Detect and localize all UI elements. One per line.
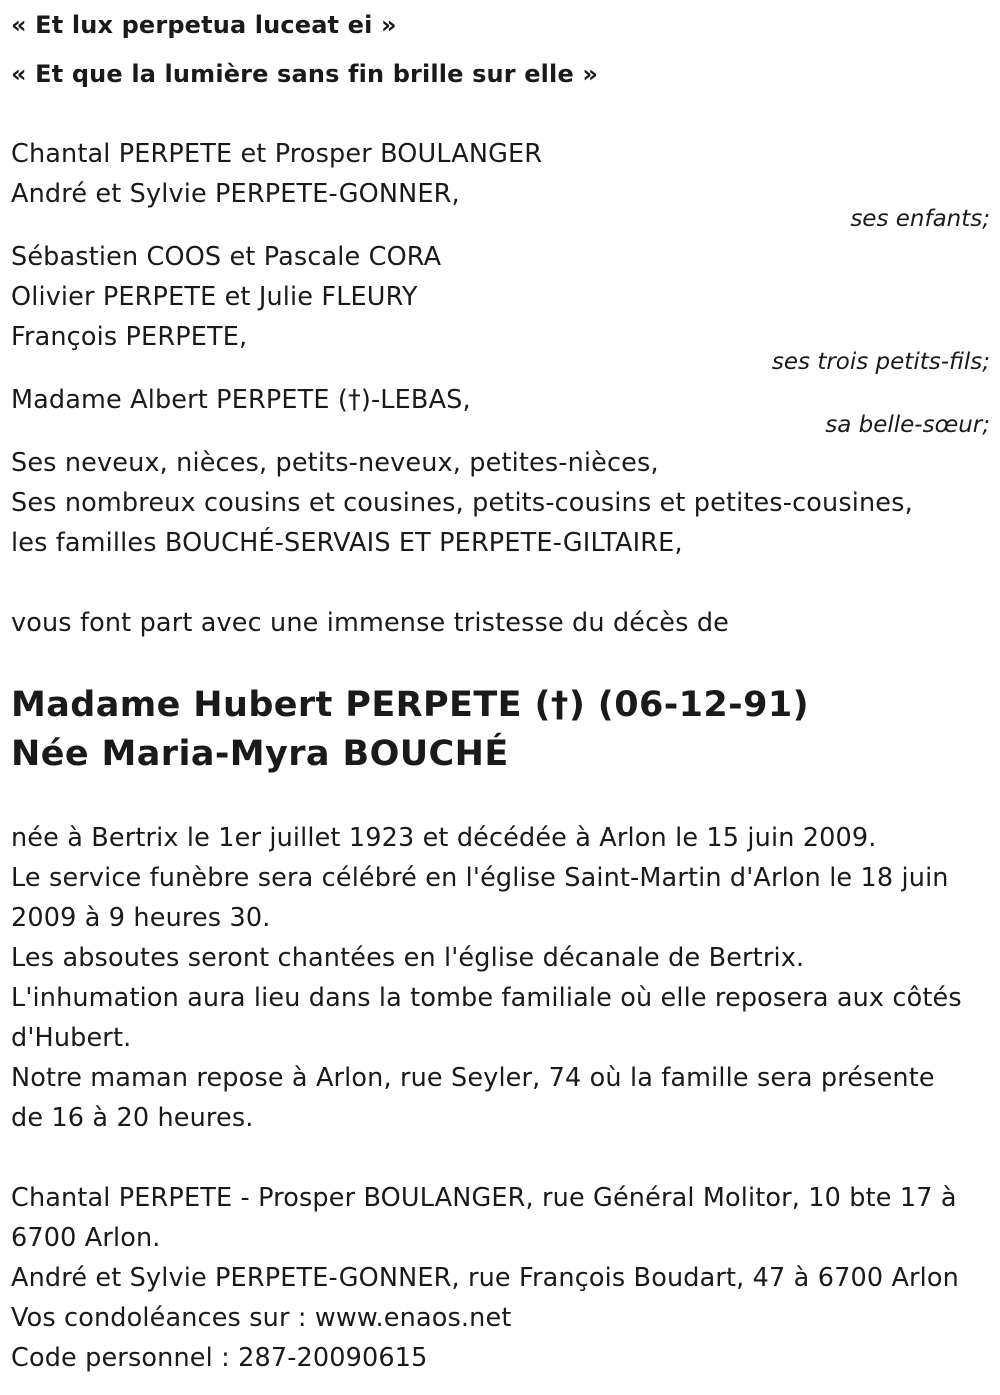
- family-children-line-1: Chantal PERPETE et Prosper BOULANGER: [11, 139, 543, 169]
- family-grandsons-line-1: Sébastien COOS et Pascale CORA: [11, 242, 442, 272]
- details-line-7: Notre maman repose à Arlon, rue Seyler, 74 où la famille sera présente: [11, 1063, 935, 1093]
- epigraph-french: « Et que la lumière sans fin brille sur elle »: [11, 60, 599, 88]
- announcement-text: vous font part avec une immense tristesse du décès de: [11, 608, 729, 638]
- deceased-maiden-name: Née Maria-Myra BOUCHÉ: [11, 734, 509, 774]
- deceased-name: Madame Hubert PERPETE (†) (06-12-91): [11, 685, 809, 725]
- epigraph-latin: « Et lux perpetua luceat ei »: [11, 11, 397, 39]
- details-line-3: 2009 à 9 heures 30.: [11, 903, 271, 933]
- grandsons-role: ses trois petits-fils;: [771, 349, 990, 375]
- contact-line-3: André et Sylvie PERPETE-GONNER, rue François Boudart, 47 à 6700 Arlon: [11, 1263, 959, 1293]
- personal-code: Code personnel : 287-20090615: [11, 1343, 428, 1373]
- details-line-6: d'Hubert.: [11, 1023, 132, 1053]
- details-line-2: Le service funèbre sera célébré en l'église Saint-Martin d'Arlon le 18 juin: [11, 863, 949, 893]
- condolences-link: Vos condoléances sur : www.enaos.net: [11, 1303, 512, 1333]
- sister-in-law-role: sa belle-sœur;: [825, 412, 990, 438]
- details-line-8: de 16 à 20 heures.: [11, 1103, 254, 1133]
- family-grandsons-line-3: François PERPETE,: [11, 322, 248, 352]
- family-sister-in-law: Madame Albert PERPETE (†)-LEBAS,: [11, 385, 471, 415]
- contact-line-1: Chantal PERPETE - Prosper BOULANGER, rue Général Molitor, 10 bte 17 à: [11, 1183, 957, 1213]
- details-line-5: L'inhumation aura lieu dans la tombe familiale où elle reposera aux côtés: [11, 983, 962, 1013]
- details-line-1: née à Bertrix le 1er juillet 1923 et décédée à Arlon le 15 juin 2009.: [11, 823, 877, 853]
- details-line-4: Les absoutes seront chantées en l'église décanale de Bertrix.: [11, 943, 805, 973]
- family-others-line-3: les familles BOUCHÉ-SERVAIS ET PERPETE-GILTAIRE,: [11, 528, 683, 558]
- family-grandsons-line-2: Olivier PERPETE et Julie FLEURY: [11, 282, 418, 312]
- family-others-line-1: Ses neveux, nièces, petits-neveux, petites-nièces,: [11, 448, 659, 478]
- contact-line-2: 6700 Arlon.: [11, 1223, 161, 1253]
- family-children-line-2: André et Sylvie PERPETE-GONNER,: [11, 179, 460, 209]
- family-others-line-2: Ses nombreux cousins et cousines, petits-cousins et petites-cousines,: [11, 488, 913, 518]
- children-role: ses enfants;: [850, 206, 990, 232]
